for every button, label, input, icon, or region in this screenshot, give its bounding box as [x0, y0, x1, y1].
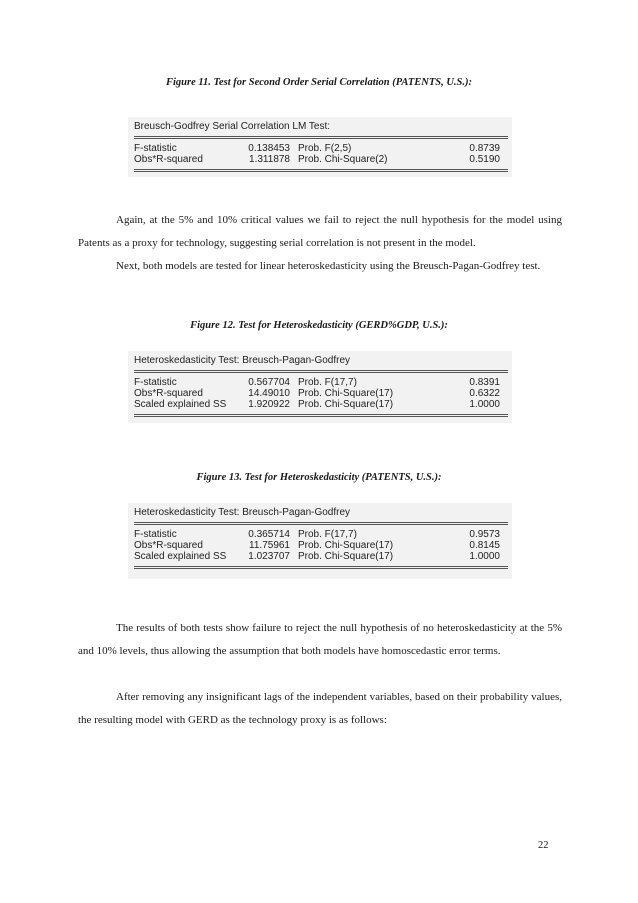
table-row	[134, 551, 508, 562]
figure-12-title: Heteroskedasticity Test: Breusch-Pagan-Godfrey	[134, 355, 351, 366]
table-rule	[134, 566, 508, 569]
paragraph-text: Again, at the 5% and 10% critical values we fail to reject the null hypothesis for the model using Patents as a proxy for technology, suggesting serial correlation is not present in the model.	[78, 214, 562, 249]
stat-value: 0.365714	[248, 529, 290, 540]
stat-label: Scaled explained SS	[134, 399, 227, 410]
table-rule	[134, 370, 508, 373]
stat-value: 0.567704	[248, 377, 290, 388]
prob-label: Prob. F(17,7)	[298, 529, 357, 540]
stat-value: 0.138453	[248, 143, 290, 154]
figure-13-caption: Figure 13. Test for Heteroskedasticity (PATENTS, U.S.):	[196, 472, 442, 483]
table-rule	[134, 136, 508, 139]
stat-label: F-statistic	[134, 529, 177, 540]
table-row	[134, 154, 508, 165]
paragraph-heteroskedasticity-intro	[78, 255, 562, 278]
figure-11-title: Breusch-Godfrey Serial Correlation LM Test:	[134, 121, 331, 132]
stat-value: 11.75961	[249, 540, 290, 551]
page-number: 22	[538, 840, 549, 851]
stat-label: Obs*R-squared	[134, 154, 203, 165]
figure-12-table	[128, 351, 512, 423]
stat-value: 14.49010	[248, 388, 290, 399]
prob-label: Prob. Chi-Square(17)	[298, 399, 394, 410]
prob-label: Prob. Chi-Square(2)	[298, 154, 388, 165]
figure-11-table	[128, 117, 512, 177]
figure-11-caption: Figure 11. Test for Second Order Serial Correlation (PATENTS, U.S.):	[166, 77, 472, 88]
prob-value: 0.5190	[469, 154, 500, 165]
prob-value: 0.6322	[469, 388, 500, 399]
table-row	[134, 377, 508, 388]
table-row	[134, 388, 508, 399]
stat-value: 1.920922	[248, 399, 290, 410]
prob-value: 1.0000	[469, 551, 500, 562]
figure-13-table	[128, 503, 512, 579]
paragraph-resulting-model	[78, 686, 562, 732]
paragraph-results	[78, 617, 562, 663]
stat-value: 1.023707	[248, 551, 290, 562]
stat-label: Scaled explained SS	[134, 551, 227, 562]
prob-label: Prob. F(17,7)	[298, 377, 357, 388]
prob-label: Prob. F(2,5)	[298, 143, 352, 154]
table-row	[134, 540, 508, 551]
paragraph-text: Next, both models are tested for linear heteroskedasticity using the Breusch-Pagan-Godfrey test.	[116, 260, 541, 272]
stat-label: F-statistic	[134, 377, 177, 388]
prob-label: Prob. Chi-Square(17)	[298, 551, 394, 562]
stat-label: F-statistic	[134, 143, 177, 154]
stat-label: Obs*R-squared	[134, 540, 203, 551]
figure-12-caption: Figure 12. Test for Heteroskedasticity (GERD%GDP, U.S.):	[190, 320, 448, 331]
table-rule	[134, 522, 508, 525]
paragraph-text: After removing any insignificant lags of the independent variables, based on their probability values, the resulting model with GERD as the technology proxy is as follows:	[78, 691, 562, 726]
paragraph-text: The results of both tests show failure to reject the null hypothesis of no heteroskedasticity at the 5% and 10% levels, thus allowing the assumption that both models have homoscedastic error terms.	[78, 622, 562, 657]
prob-label: Prob. Chi-Square(17)	[298, 388, 394, 399]
prob-label: Prob. Chi-Square(17)	[298, 540, 394, 551]
table-rule	[134, 414, 508, 417]
prob-value: 0.9573	[469, 529, 500, 540]
prob-value: 1.0000	[469, 399, 500, 410]
prob-value: 0.8391	[469, 377, 500, 388]
table-rule	[134, 169, 508, 172]
prob-value: 0.8739	[469, 143, 500, 154]
table-row	[134, 399, 508, 410]
stat-value: 1.311878	[249, 154, 290, 165]
paragraph-serial-correlation	[78, 209, 562, 255]
table-row	[134, 529, 508, 540]
stat-label: Obs*R-squared	[134, 388, 203, 399]
prob-value: 0.8145	[469, 540, 500, 551]
table-row	[134, 143, 508, 154]
figure-13-title: Heteroskedasticity Test: Breusch-Pagan-Godfrey	[134, 507, 351, 518]
